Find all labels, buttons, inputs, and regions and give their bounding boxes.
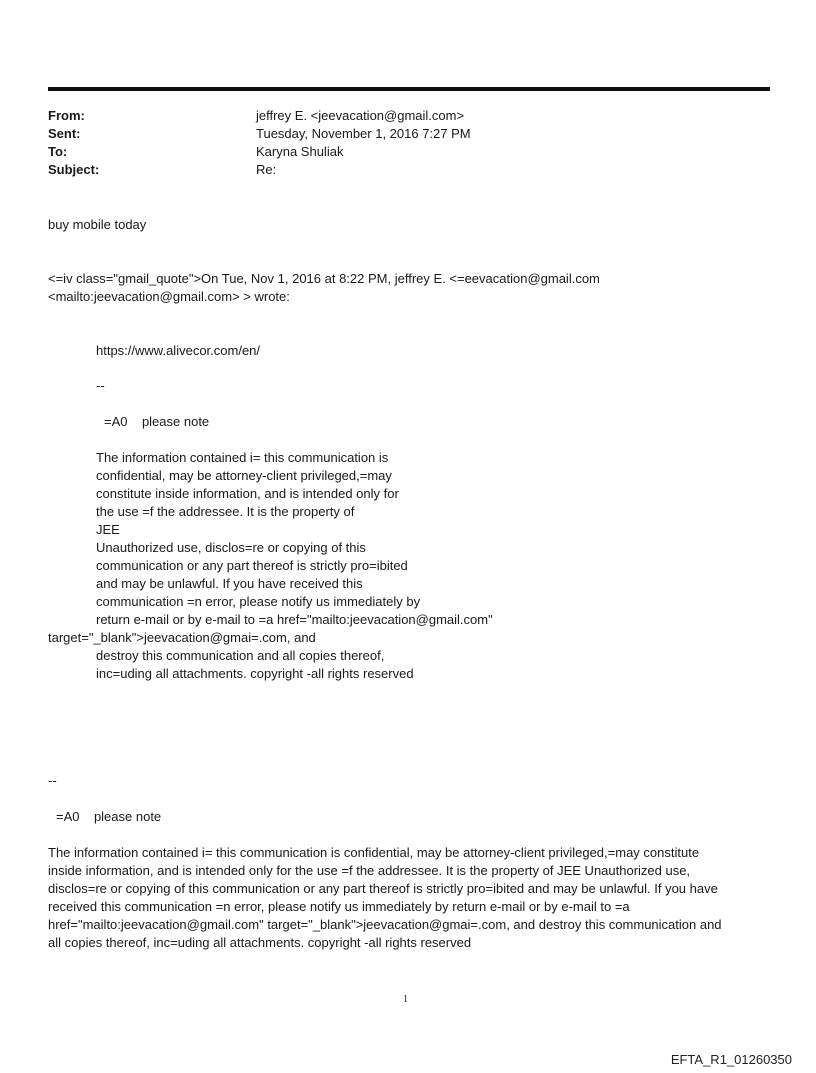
quote-header-line-2: <mailto:jeevacation@gmail.com> > wrote: [48, 289, 290, 304]
quoted-disclaimer-line: the use =f the addressee. It is the property of [96, 504, 355, 519]
signature-disclaimer-line: href="mailto:jeevacation@gmail.com" target="_blank">jeevacation@gmai=.com, and destroy this communication and [48, 917, 722, 932]
quoted-disclaimer-line: constitute inside information, and is intended only for [96, 486, 399, 501]
quoted-disclaimer-line: JEE [96, 522, 120, 537]
quote-header-line-1: <=iv class="gmail_quote">On Tue, Nov 1, 2016 at 8:22 PM, jeffrey E. <=eevacation@gmail.com [48, 271, 600, 286]
from-row [48, 107, 471, 125]
to-label: To: [48, 144, 68, 159]
subject-value: Re: [256, 162, 277, 177]
header-rule [48, 87, 770, 91]
quoted-disclaimer-line: communication =n error, please notify us immediately by [96, 594, 421, 609]
subject-label: Subject: [48, 162, 100, 177]
signature-separator: -- [48, 773, 57, 788]
page-number: 1 [403, 994, 408, 1005]
sent-row [48, 125, 471, 143]
signature-disclaimer-line: received this communication =n error, please notify us immediately by return e-mail or by e-mail to =a [48, 899, 630, 914]
to-row [48, 143, 471, 161]
quoted-link: https://www.alivecor.com/en/ [96, 343, 261, 358]
sent-value: Tuesday, November 1, 2016 7:27 PM [256, 126, 471, 141]
reply-text: buy mobile today [48, 217, 147, 232]
quoted-disclaimer-line: return e-mail or by e-mail to =a href="mailto:jeevacation@gmail.com" [96, 612, 493, 627]
quoted-disclaimer-line: communication or any part thereof is strictly pro=ibited [96, 558, 408, 573]
signature-disclaimer-line: inside information, and is intended only for the use =f the addressee. It is the property of JEE Unauthorized use, [48, 863, 691, 878]
from-label: From: [48, 108, 85, 123]
quoted-disclaimer-line: inc=uding all attachments. copyright -all rights reserved [96, 666, 414, 681]
from-value: jeffrey E. <jeevacation@gmail.com> [256, 108, 465, 123]
quoted-disclaimer-line: confidential, may be attorney-client privileged,=may [96, 468, 392, 483]
quoted-disclaimer-line: and may be unlawful. If you have received this [96, 576, 363, 591]
sent-label: Sent: [48, 126, 81, 141]
quoted-disclaimer-line: The information contained i= this communication is [96, 450, 389, 465]
quoted-disclaimer-line: destroy this communication and all copies thereof, [96, 648, 385, 663]
quoted-disclaimer-line: Unauthorized use, disclos=re or copying of this [96, 540, 366, 555]
signature-note: =A0 please note [56, 809, 162, 824]
quoted-note: =A0 please note [104, 414, 210, 429]
quoted-target-line: target="_blank">jeevacation@gmai=.com, and [48, 630, 316, 645]
signature-disclaimer-line: The information contained i= this communication is confidential, may be attorney-client privileged,=may constitute [48, 845, 700, 860]
bates-number: EFTA_R1_01260350 [670, 1052, 792, 1067]
to-value: Karyna Shuliak [256, 144, 344, 159]
subject-row [48, 161, 471, 179]
signature-disclaimer-line: all copies thereof, inc=uding all attachments. copyright -all rights reserved [48, 935, 472, 950]
quoted-separator: -- [96, 378, 105, 393]
email-header [48, 107, 471, 179]
signature-disclaimer-line: disclos=re or copying of this communication or any part thereof is strictly pro=ibited and may be unlawful. If you have [48, 881, 718, 896]
